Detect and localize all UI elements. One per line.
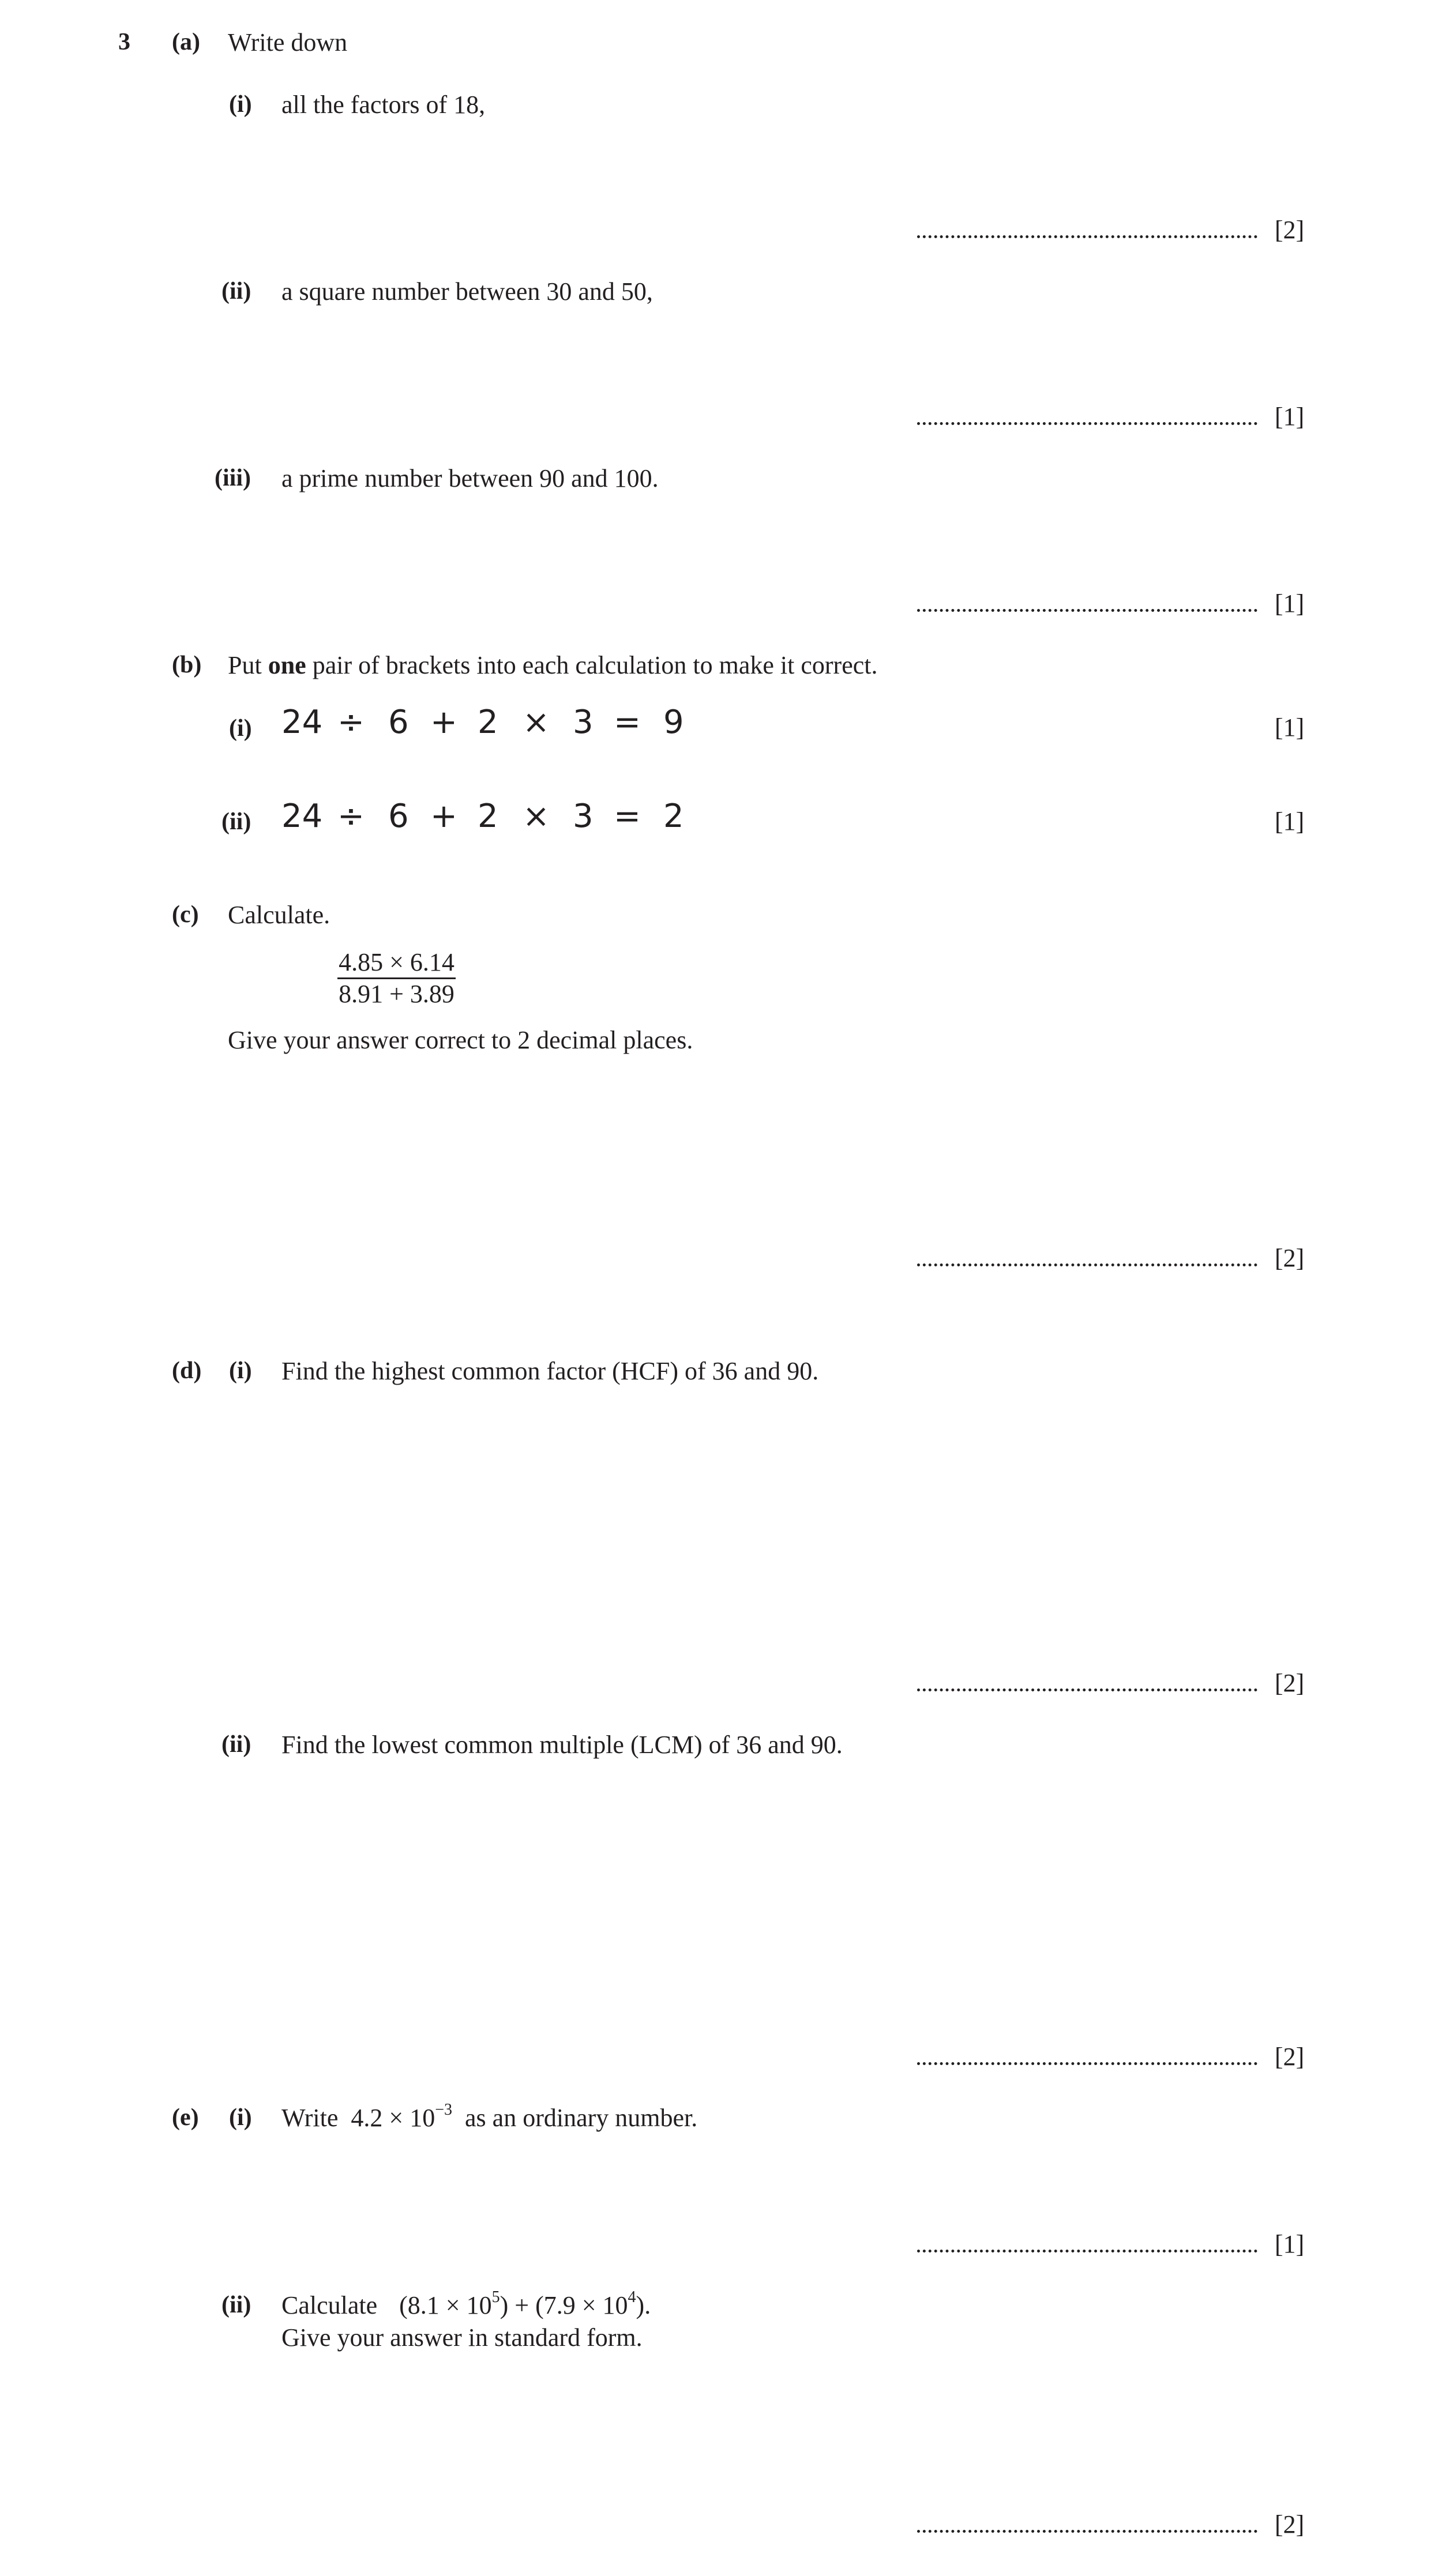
calc-token: 2 [663, 798, 684, 835]
part-e-i-text-pre: Write 4.2 × 10 [281, 2104, 435, 2132]
part-b-i-label: (i) [229, 715, 252, 742]
mark-d-ii: [2] [1275, 2043, 1305, 2071]
part-e-i-text-post: as an ordinary number. [452, 2104, 698, 2132]
calc-token: 3 [573, 798, 594, 835]
part-a-intro: Write down [228, 28, 348, 57]
calc-token: + [430, 798, 457, 835]
fraction-bar [337, 977, 456, 979]
calc-token: = [614, 798, 641, 835]
part-d-i-text: Find the highest common factor (HCF) of 36 and 90. [281, 1357, 819, 1385]
answer-line-a-iii[interactable] [917, 609, 1257, 612]
part-b-intro [228, 653, 877, 678]
mark-a-ii: [1] [1275, 403, 1305, 431]
part-e-label: (e) [172, 2104, 199, 2131]
part-b-intro-bold: one [268, 651, 306, 679]
mark-a-iii: [1] [1275, 589, 1305, 618]
mark-e-ii: [2] [1275, 2510, 1305, 2539]
part-a-label: (a) [172, 29, 200, 55]
mark-a-i: [2] [1275, 216, 1305, 244]
answer-line-a-i[interactable] [917, 235, 1257, 238]
fraction-numerator: 4.85 × 6.14 [339, 948, 455, 976]
calc-token: × [523, 798, 550, 835]
part-e-ii-expr-a: (8.1 × 10 [399, 2291, 492, 2319]
part-e-ii-exp-b: 4 [628, 2288, 636, 2306]
part-b-intro-pre: Put [228, 651, 268, 679]
calculation-b-i [281, 706, 697, 741]
part-d-ii-text: Find the lowest common multiple (LCM) of 36 and 90. [281, 1731, 843, 1759]
calc-token: 6 [388, 798, 409, 835]
part-b-ii-label: (ii) [221, 808, 251, 835]
part-d-ii-label: (ii) [221, 1731, 251, 1758]
calc-token: 24 [281, 798, 323, 835]
part-a-iii-label: (iii) [215, 465, 251, 491]
part-e-ii-calc [281, 2288, 651, 2319]
answer-line-d-i[interactable] [917, 1688, 1257, 1691]
part-e-i-text [281, 2101, 698, 2132]
part-e-ii-calc-word: Calculate [281, 2291, 378, 2319]
part-a-iii-text: a prime number between 90 and 100. [281, 464, 659, 492]
answer-line-e-i[interactable] [917, 2250, 1257, 2252]
calculation-b-ii [281, 800, 697, 835]
calc-token: 24 [281, 704, 323, 741]
part-c-label: (c) [172, 901, 199, 928]
calc-token: ÷ [337, 798, 365, 835]
calc-token: + [430, 704, 457, 741]
mark-b-ii: [1] [1275, 807, 1305, 836]
part-b-label: (b) [172, 652, 202, 678]
part-c-instruction: Give your answer correct to 2 decimal places. [228, 1026, 693, 1054]
mark-e-i: [1] [1275, 2230, 1305, 2258]
calc-token: × [523, 704, 550, 741]
part-e-ii-line2: Give your answer in standard form. [281, 2323, 643, 2352]
part-a-i-label: (i) [229, 91, 252, 118]
part-e-ii-exp-a: 5 [491, 2288, 500, 2306]
fraction-expression [337, 949, 456, 1008]
part-b-intro-post: pair of brackets into each calculation to make it correct. [306, 651, 878, 679]
calc-token: 2 [478, 704, 498, 741]
part-d-label: (d) [172, 1357, 202, 1384]
fraction-denominator: 8.91 + 3.89 [339, 980, 455, 1008]
answer-line-c[interactable] [917, 1263, 1257, 1266]
part-e-i-exponent: −3 [435, 2101, 453, 2119]
calc-token: = [614, 704, 641, 741]
mark-d-i: [2] [1275, 1669, 1305, 1697]
part-a-i-text: all the factors of 18, [281, 91, 486, 119]
part-e-ii-expr-b: ) + (7.9 × 10 [499, 2291, 628, 2319]
calc-token: 9 [663, 704, 684, 741]
answer-line-e-ii[interactable] [917, 2530, 1257, 2533]
answer-line-d-ii[interactable] [917, 2062, 1257, 2065]
question-number: 3 [118, 29, 130, 55]
calc-token: ÷ [337, 704, 365, 741]
part-e-ii-label: (ii) [221, 2292, 251, 2318]
part-a-ii-text: a square number between 30 and 50, [281, 277, 653, 306]
part-c-intro: Calculate. [228, 901, 330, 929]
calc-token: 6 [388, 704, 409, 741]
part-d-i-label: (i) [229, 1357, 252, 1384]
part-a-ii-label: (ii) [221, 278, 251, 304]
part-e-ii-expr-c: ). [636, 2291, 651, 2319]
calc-token: 2 [478, 798, 498, 835]
calc-token: 3 [573, 704, 594, 741]
mark-c: [2] [1275, 1244, 1305, 1272]
part-e-i-label: (i) [229, 2104, 252, 2131]
mark-b-i: [1] [1275, 713, 1305, 742]
answer-line-a-ii[interactable] [917, 422, 1257, 425]
